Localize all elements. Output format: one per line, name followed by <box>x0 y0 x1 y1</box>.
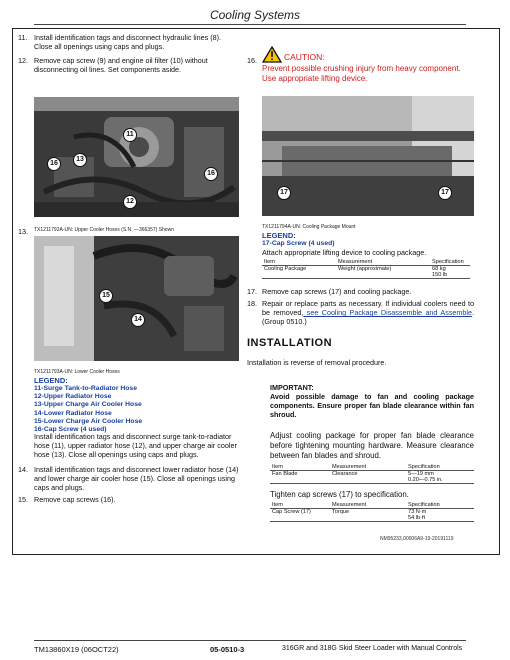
caution-text: Prevent possible crushing injury from heavy component. Use appropriate lifting device. <box>262 64 461 83</box>
step-18-number: 18. <box>247 299 257 308</box>
step-14-number: 14. <box>18 465 28 474</box>
step-12-number: 12. <box>18 56 28 65</box>
footer-divider <box>34 640 466 641</box>
legend-right <box>262 231 474 248</box>
legend-title: LEGEND: <box>262 231 296 240</box>
spec-header-measurement: Measurement <box>336 259 430 266</box>
step-12-text: Remove cap screw (9) and engine oil filter (10) without disconnecting oil lines. Set components aside. <box>34 56 208 74</box>
important-text: Avoid possible damage to fan and cooling package components. Ensure proper fan blade clearance within fan shroud. <box>270 392 474 419</box>
legend-item: 12-Upper Radiator Hose <box>34 393 112 401</box>
legend-item: 17-Cap Screw (4 used) <box>262 240 335 247</box>
spec-cell-specification <box>406 471 474 484</box>
step-13-text: Install identification tags and disconnect surge tank-to-radiator hose (11), upper radiator hose (12), and upper charge air cooler hose (13). Close all openings using caps and plugs. <box>34 432 237 459</box>
step-18-body: Repair or replace parts as necessary. If individual coolers need to be removed, <box>262 299 474 317</box>
spec-cell-measurement: Clearance <box>330 471 406 484</box>
spec-cell-specification <box>430 266 470 279</box>
spec-cell-item: Fan Blade <box>270 471 330 484</box>
callout-14: 14 <box>131 313 145 327</box>
spec-header-item: Item <box>262 259 336 266</box>
callout-16-right: 16 <box>204 167 218 181</box>
footer-manual-id: TM13860X19 (06OCT22) <box>34 645 119 654</box>
spec-table-torque <box>270 502 474 522</box>
step-11-text: Install identification tags and disconnect hydraulic lines (8). Close all openings using caps and plugs. <box>34 33 221 51</box>
spec-header-specification: Specification <box>406 464 474 471</box>
header-divider <box>34 24 466 25</box>
document-reference-code: NM95233,00006A9-19-20191119 <box>380 536 454 542</box>
step-11-number: 11. <box>18 33 28 42</box>
photo-1-caption: TX1211792A-UN: Upper Cooler Hoses (S.N. —366357) Shown <box>34 227 174 233</box>
legend-item: 16-Cap Screw (4 used) <box>34 426 107 434</box>
legend-item: 14-Lower Radiator Hose <box>34 409 112 417</box>
installation-heading: INSTALLATION <box>247 337 333 349</box>
step-18-suffix: . (Group 0510.) <box>262 308 474 326</box>
step-13-number: 13. <box>18 227 28 236</box>
step-15-number: 15. <box>18 495 28 504</box>
adjust-clearance-text: Adjust cooling package for proper fan blade clearance before tightening mounting hardware. Measure clearance between fan blades and shroud. <box>270 431 474 460</box>
spec-table-weight <box>262 259 470 279</box>
step-17-number: 17. <box>247 287 257 296</box>
footer-page-number: 05-0510-3 <box>210 645 245 654</box>
caution-label: CAUTION: <box>284 52 325 62</box>
step-15-text: Remove cap screws (16). <box>34 495 116 504</box>
photo-2-caption: TX1211793A-UN: Lower Cooler Hoses <box>34 369 120 375</box>
spec-header-specification: Specification <box>406 502 474 509</box>
legend-item: 15-Lower Charge Air Cooler Hose <box>34 417 143 425</box>
important-label: IMPORTANT: <box>270 383 314 392</box>
spec-value-metric: 5—19 mm <box>408 471 434 477</box>
step-14-text: Install identification tags and disconnect lower radiator hose (14) and lower charge air cooler hose (15). Close all openings using caps and plugs. <box>34 465 239 492</box>
legend-item: 11-Surge Tank-to-Radiator Hose <box>34 385 137 392</box>
spec-header-item: Item <box>270 502 330 509</box>
spec-header-item: Item <box>270 464 330 471</box>
spec-value-imperial: 0.20—0.75 in. <box>408 477 443 483</box>
spec-table-clearance <box>270 464 474 484</box>
legend-left <box>34 376 239 434</box>
spec-header-measurement: Measurement <box>330 502 406 509</box>
callout-17-left: 17 <box>277 186 291 200</box>
callout-13: 13 <box>73 153 87 167</box>
spec-value-imperial: 150 lb <box>432 272 448 278</box>
spec-header-measurement: Measurement <box>330 464 406 471</box>
callout-16-left: 16 <box>47 157 61 171</box>
spec-header-specification: Specification <box>430 259 470 266</box>
spec-cell-specification <box>406 509 474 522</box>
callout-11: 11 <box>123 128 137 142</box>
spec-cell-item: Cap Screw (17) <box>270 509 330 522</box>
cooling-package-disassemble-link[interactable]: see Cooling Package Disassemble and Assemble <box>303 308 472 317</box>
section-title: Cooling Systems <box>209 8 301 22</box>
step-17-text: Remove cap screws (17) and cooling package. <box>262 287 412 296</box>
callout-15: 15 <box>99 289 113 303</box>
footer-product-name: 316GR and 318G Skid Steer Loader with Manual Controls <box>282 645 463 652</box>
spec-cell-item: Cooling Package <box>262 266 336 279</box>
tighten-cap-screws-text: Tighten cap screws (17) to specification. <box>270 490 409 499</box>
spec-cell-measurement: Torque <box>330 509 406 522</box>
legend-item: 13-Upper Charge Air Cooler Hose <box>34 401 142 409</box>
spec-value-imperial: 54 lb·ft <box>408 515 426 521</box>
lower-cooler-hoses-photo <box>34 236 239 361</box>
spec-cell-measurement: Weight (approximate) <box>336 266 430 279</box>
callout-17-right: 17 <box>438 186 452 200</box>
attach-lifting-device-text: Attach appropriate lifting device to cooling package. <box>262 248 427 257</box>
step-18-text <box>262 299 474 326</box>
spec-value-metric: 73 N·m <box>408 509 427 515</box>
callout-12: 12 <box>123 195 137 209</box>
photo-3-caption: TX1211794A-UN: Cooling Package Mount <box>262 224 356 230</box>
legend-title: LEGEND: <box>34 376 68 385</box>
page-header <box>0 0 510 28</box>
installation-intro: Installation is reverse of removal procedure. <box>247 358 387 367</box>
spec-value-metric: 68 kg <box>432 266 446 272</box>
step-16-number: 16. <box>247 56 257 65</box>
